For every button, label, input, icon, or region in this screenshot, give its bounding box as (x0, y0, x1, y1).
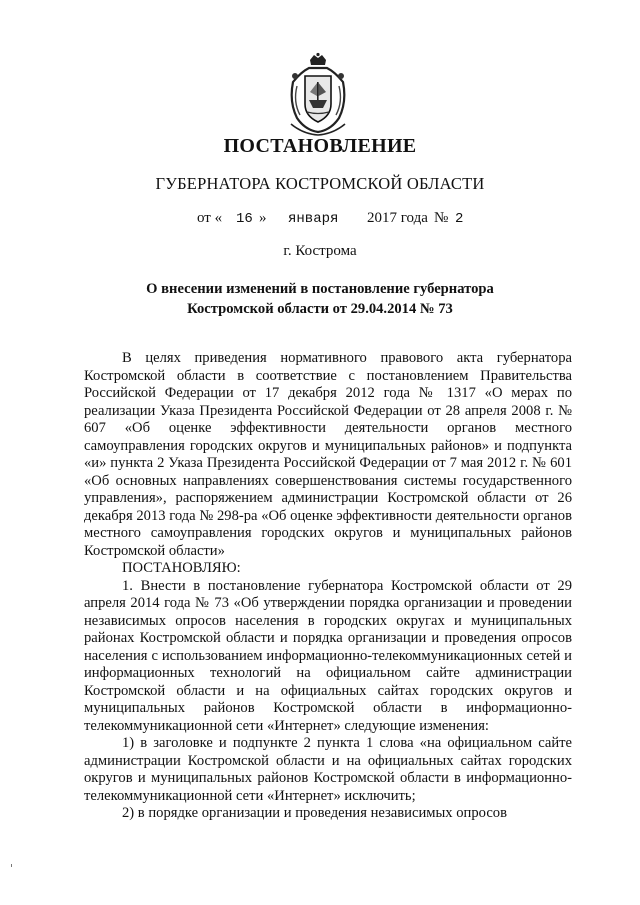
decree-word: ПОСТАНОВЛЯЮ: (122, 560, 241, 576)
heading-line-2: Костромской области от 29.04.2014 № 73 (187, 301, 453, 317)
document-city: г. Кострома (283, 243, 357, 259)
date-month: января (288, 211, 339, 227)
subitem-2-paragraph: 2) в порядке организации и проведения независимых опросов (122, 805, 507, 821)
kostroma-coat-of-arms-icon (283, 52, 353, 136)
document-title: ПОСТАНОВЛЕНИЕ (223, 135, 417, 157)
document-body (84, 350, 572, 823)
document-heading (0, 279, 640, 319)
date-prefix: от « (197, 210, 223, 226)
date-day: 16 (236, 211, 253, 227)
item-1-paragraph: 1. Внести в постановление губернатора Костромской области от 29 апреля 2014 года № 73 «Об утверждении порядка организации и проведении независимых опросов населения в городских округах и муниципальных районах Костромской области и порядка организации и проведения опросов населения с использованием информационно-телекоммуникационных сетей и информационных технологий на официальном сайте администрации Костромской области и на официальных сайтах городских округов и муниципальных районов Костромской области в информационно-телекоммуникационной сети «Интернет» следующие изменения: (84, 577, 572, 734)
number-sign: № (434, 210, 449, 226)
date-year: 2017 года (367, 210, 428, 226)
heading-line-1: О внесении изменений в постановление губернатора (146, 281, 494, 297)
document-number: 2 (455, 211, 464, 227)
subitem-1-paragraph: 1) в заголовке и подпункте 2 пункта 1 слова «на официальном сайте администрации Костромской области и на официальных сайтах городских округов и муниципальных районов Костромской области в информационно-телекоммуникационной сети «Интернет» исключить; (84, 735, 572, 804)
date-close-quote: » (259, 210, 267, 226)
margin-mark (11, 864, 12, 867)
issuer-title: ГУБЕРНАТОРА КОСТРОМСКОЙ ОБЛАСТИ (155, 174, 485, 193)
preamble-paragraph: В целях приведения нормативного правового акта губернатора Костромской области в соответствие с постановлением Правительства Российской Федерации от 17 декабря 2012 года № 1317 «О мерах по реализации Указа Президента Российской Федерации от 28 апреля 2008 г. № 607 «Об оценке эффективности деятельности органов местного самоуправления городских округов и муниципальных районов» и подпункта «и» пункта 2 Указа Президента Российской Федерации от 7 мая 2012 г. № 601 «Об основных направлениях совершенствования системы государственного управления», распоряжением администрации Костромской области от 26 декабря 2013 года № 298-ра «Об оценке эффективности деятельности органов местного самоуправления городских округов и муниципальных районов Костромской области» (84, 350, 572, 559)
